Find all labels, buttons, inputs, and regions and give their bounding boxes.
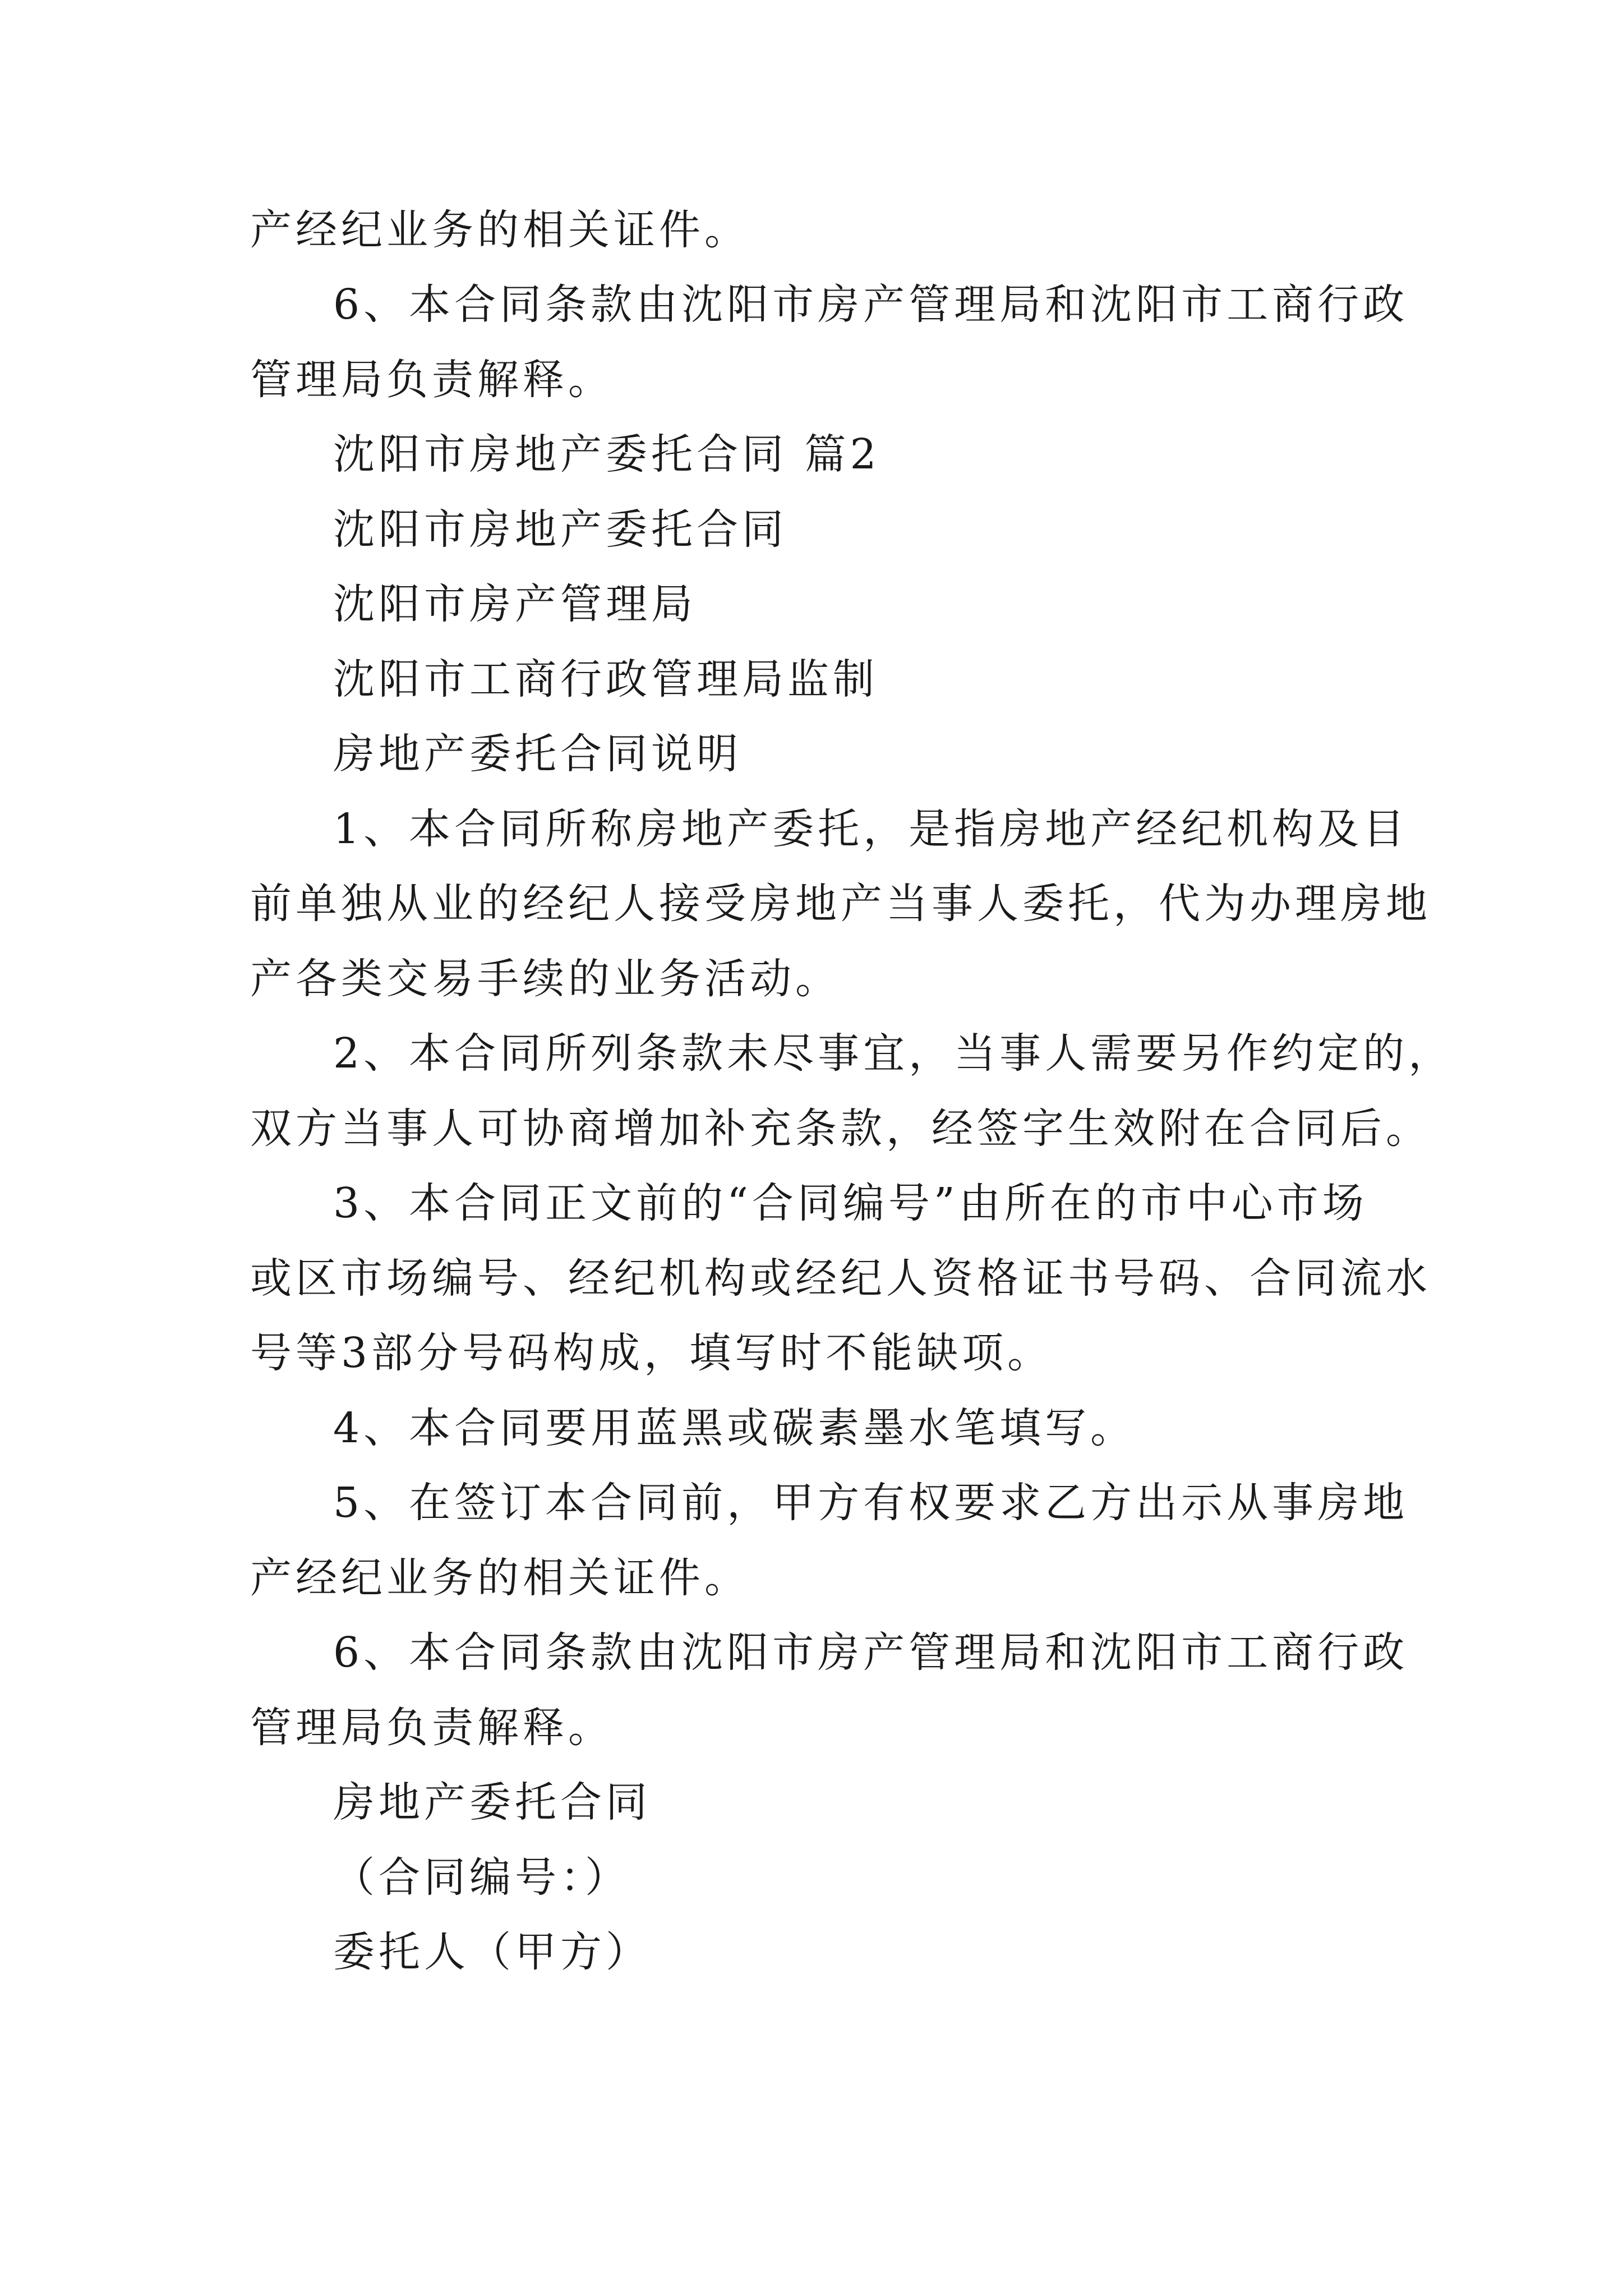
text-line-18: 5、在签订本合同前，甲方有权要求乙方出示从事房地 (333, 1479, 1409, 1527)
text-line-15: 或区市场编号、经纪机构或经纪人资格证书号码、合同流水 (250, 1254, 1431, 1303)
text-line-10: 前单独从业的经纪人接受房地产当事人委托，代为办理房地 (250, 880, 1431, 928)
text-line-21: 管理局负责解释。 (250, 1704, 614, 1752)
text-line-19: 产经纪业务的相关证件。 (250, 1554, 750, 1602)
text-line-6: 沈阳市房产管理局 (333, 580, 697, 628)
text-line-12: 2、本合同所列条款未尽事宜，当事人需要另作约定的， (333, 1029, 1454, 1078)
text-line-20: 6、本合同条款由沈阳市房产管理局和沈阳市工商行政 (333, 1628, 1409, 1677)
text-line-16: 号等3部分号码构成，填写时不能缺项。 (250, 1329, 1053, 1377)
text-line-17: 4、本合同要用蓝黑或碳素墨水笔填写。 (333, 1404, 1136, 1452)
text-line-14: 3、本合同正文前的“合同编号”由所在的市中心市场 (333, 1179, 1368, 1227)
text-line-13: 双方当事人可协商增加补充条款，经签字生效附在合同后。 (250, 1105, 1431, 1153)
text-line-8: 房地产委托合同说明 (333, 730, 742, 778)
text-line-24: 委托人（甲方） (333, 1928, 651, 1976)
text-line-3: 管理局负责解释。 (250, 356, 614, 404)
text-line-23: （合同编号：） (333, 1853, 630, 1902)
text-line-4: 沈阳市房地产委托合同 篇2 (333, 430, 880, 478)
text-line-5: 沈阳市房地产委托合同 (333, 505, 787, 554)
text-line-2: 6、本合同条款由沈阳市房产管理局和沈阳市工商行政 (333, 280, 1409, 329)
text-line-9: 1、本合同所称房地产委托，是指房地产经纪机构及目 (333, 805, 1409, 853)
text-line-11: 产各类交易手续的业务活动。 (250, 955, 841, 1003)
text-line-7: 沈阳市工商行政管理局监制 (333, 655, 878, 703)
text-line-22: 房地产委托合同 (333, 1778, 651, 1826)
text-line-1: 产经纪业务的相关证件。 (250, 206, 750, 254)
